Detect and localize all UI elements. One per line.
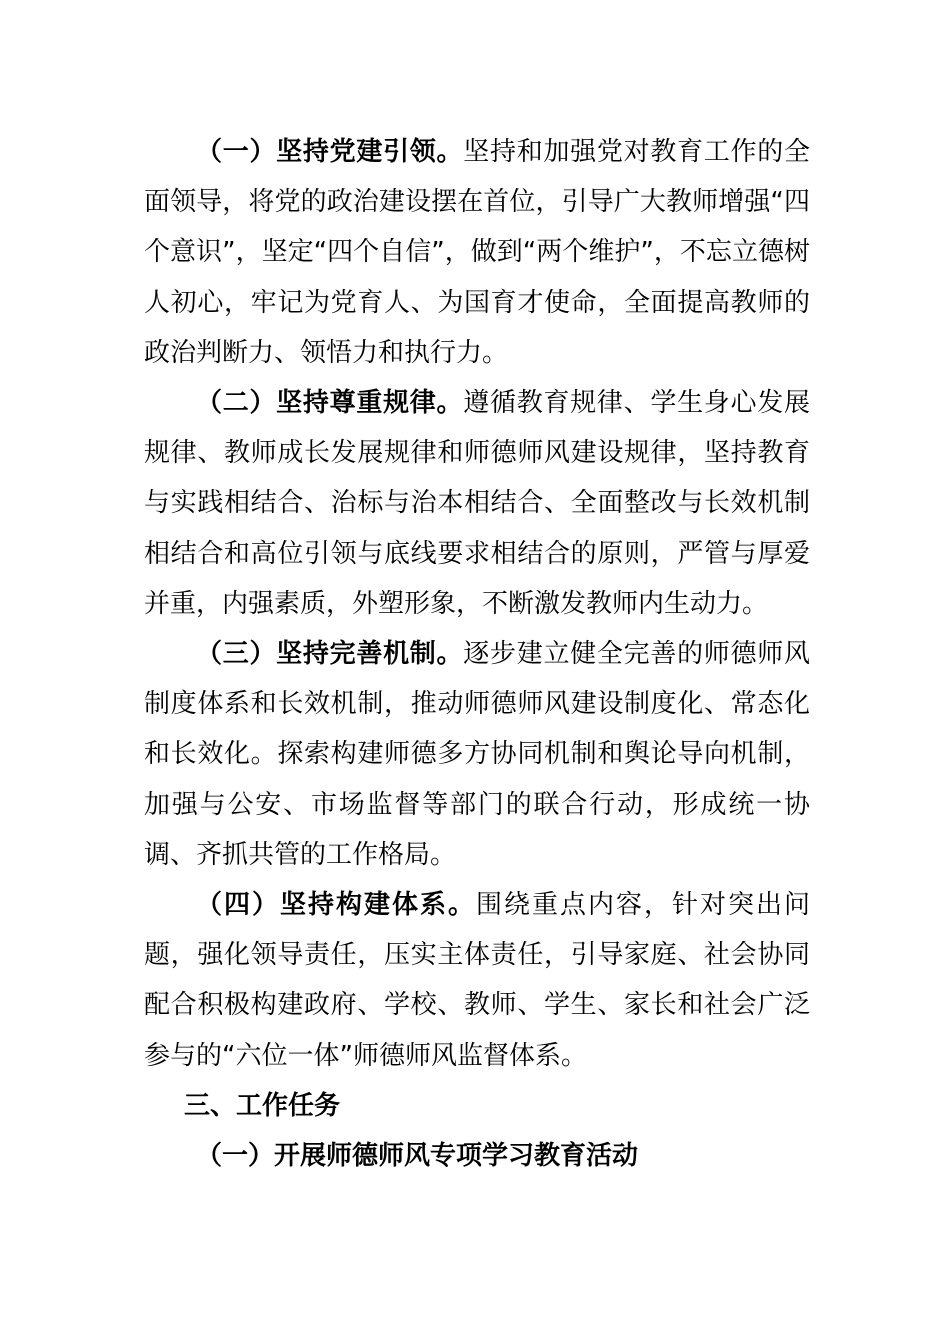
paragraph-text: 遵循教育规律、学生身心发展规律、教师成长发展规律和师德师风建设规律，坚持教育与实践相结合、治标与治本相结合、全面整改与长效机制相结合和高位引领与底线要求相结合的原则，严管与厚爱并重，内强素质，外塑形象，不断激发教师内生动力。	[144, 388, 810, 619]
paragraph-text: 坚持和加强党对教育工作的全面领导，将党的政治建设摆在首位，引导广大教师增强“四个意识”，坚定“四个自信”，做到“两个维护”，不忘立德树人初心，牢记为党育人、为国育才使命，全面提高教师的政治判断力、领悟力和执行力。	[144, 137, 810, 368]
paragraph-party-building	[144, 127, 810, 378]
paragraph-improve-mechanism	[144, 629, 810, 880]
document-body	[144, 127, 810, 1181]
sub-heading: （一）开展师德师风专项学习教育活动	[196, 1141, 639, 1172]
section-heading: 三、工作任务	[184, 1090, 341, 1121]
paragraph-lead: （二）坚持尊重规律。	[196, 388, 464, 419]
paragraph-lead: （三）坚持完善机制。	[196, 639, 464, 670]
paragraph-text: 逐步建立健全完善的师德师风制度体系和长效机制，推动师德师风建设制度化、常态化和长效化。探索构建师德多方协同机制和舆论导向机制，加强与公安、市场监督等部门的联合行动，形成统一协调、齐抓共管的工作格局。	[144, 639, 810, 870]
paragraph-lead: （四）坚持构建体系。	[196, 890, 476, 921]
paragraph-text: 围绕重点内容，针对突出问题，强化领导责任，压实主体责任，引导家庭、社会协同配合积极构建政府、学校、教师、学生、家长和社会广泛参与的“六位一体”师德师风监督体系。	[144, 890, 810, 1071]
paragraph-lead: （一）坚持党建引领。	[196, 137, 464, 167]
paragraph-build-system	[144, 880, 810, 1081]
paragraph-respect-rules	[144, 378, 810, 629]
